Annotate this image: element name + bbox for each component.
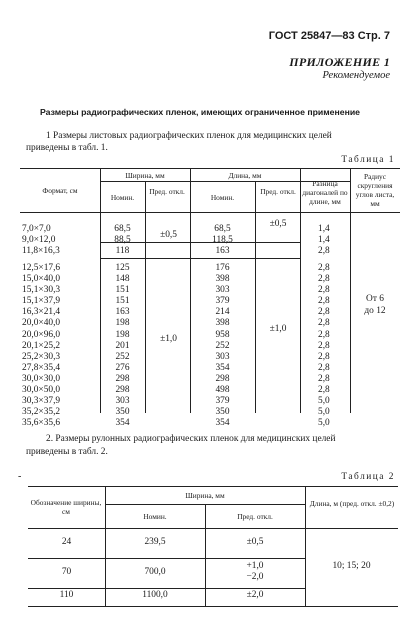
table-1-cell: 118,5: [212, 235, 233, 246]
table-2-cell: 1100,0: [142, 590, 168, 600]
table-2-cell: 700,0: [144, 567, 166, 577]
table-1-diagonal-column: [318, 263, 330, 429]
table-1-header-length: Длина, мм: [228, 171, 262, 180]
table-2-header-rule: [28, 528, 398, 529]
table-1-cell: 118: [115, 246, 130, 256]
table-2-row-divider: [28, 588, 305, 589]
table-2-cell: +1,0: [246, 561, 264, 571]
table-1-cell: 2,8: [318, 307, 330, 318]
table-1-cell: 68,5: [114, 224, 131, 234]
table-1-cell: 30,0×30,0: [22, 373, 61, 384]
appendix-title: ПРИЛОЖЕНИЕ 1: [289, 55, 390, 69]
table-1-cell: 354: [215, 362, 230, 373]
table-1-cell: 303: [115, 396, 130, 407]
table-1-cell: 15,1×30,3: [22, 285, 61, 296]
paragraph-2-line-1: 2. Размеры рулонных радиографических пленок для медицинских целей: [46, 434, 336, 444]
table-1-cell: 398: [215, 318, 230, 329]
table-1-cell: 298: [115, 373, 130, 384]
table-1-cell: 350: [215, 407, 230, 418]
appendix-subtitle: Рекомендуемое: [322, 70, 390, 81]
table-1-cell: 11,8×16,3: [22, 246, 60, 256]
paragraph-1-line-2: приведены в табл. 1.: [26, 143, 108, 153]
table-1-header-rule: [20, 212, 400, 213]
table-1-format-column: [22, 263, 60, 429]
table-1-cell: 12,5×17,6: [22, 263, 61, 273]
table-1-cell: 298: [115, 385, 130, 396]
table-1-cell: 2,8: [318, 340, 330, 351]
table-1-width-nominal-column: [100, 224, 145, 246]
table-1-row-divider: [100, 258, 300, 259]
table-1-cell: 125: [115, 263, 130, 273]
table-1-cell: 379: [215, 396, 230, 407]
table-1-cell: 1,4: [318, 224, 330, 234]
table-1-width-nominal-column: [100, 263, 145, 429]
table-1-cell: 68,5: [214, 224, 231, 234]
table-1-cell: 1,4: [318, 235, 330, 246]
table-1-cell: 2,8: [318, 329, 330, 340]
table-1-cell: 5,0: [318, 407, 330, 418]
table-1-cell: 20,0×96,0: [22, 329, 61, 340]
table-1-cell: 252: [115, 351, 130, 362]
table-1-cell: 398: [215, 274, 230, 285]
table-1-width-tolerance-large: ±1,0: [160, 334, 177, 344]
table-2-length-value: 10; 15; 20: [332, 561, 371, 571]
table-1-cell: 9,0×12,0: [22, 235, 56, 246]
table-2-header-length: Длина, м (пред. откл. ±0,2): [309, 499, 395, 508]
table-1-col-line: [255, 181, 256, 413]
table-1-cell: 15,0×40,0: [22, 274, 61, 285]
table-1-cell: 27,8×35,4: [22, 362, 61, 373]
table-1-cell: 2,8: [318, 351, 330, 362]
table-1-cell: 201: [115, 340, 130, 351]
table-1-cell: 958: [215, 329, 230, 340]
table-1-cell: 25,2×30,3: [22, 351, 61, 362]
table-1-cell: 252: [215, 340, 230, 351]
table-1-cell: 151: [115, 285, 130, 296]
table-2-cell: 70: [61, 567, 72, 577]
table-1-cell: 498: [215, 385, 230, 396]
table-2-header-width-designation: Обозначение ширины, см: [30, 498, 102, 516]
table-1-col-line: [145, 181, 146, 413]
table-1-header-format: Формат, см: [42, 186, 78, 195]
table-1-width-tolerance-small: ±0,5: [160, 230, 177, 240]
table-1-cell: 2,8: [318, 385, 330, 396]
table-1-header-length-nominal: Номин.: [210, 193, 235, 202]
table-2-bottom-rule: [28, 606, 398, 607]
table-1-cell: 30,0×50,0: [22, 385, 61, 396]
table-1-header-width-nominal: Номин.: [110, 193, 135, 202]
table-2-cell: 24: [61, 537, 72, 547]
table-1-length-tolerance-large: ±1,0: [269, 324, 287, 334]
table-1-label: Таблица 1: [341, 155, 395, 165]
table-1-cell: 198: [115, 318, 130, 329]
table-1-cell: 2,8: [318, 373, 330, 384]
table-1-cell: 303: [215, 351, 230, 362]
table-1-header-width: Ширина, мм: [125, 171, 165, 180]
table-1-cell: 176: [215, 263, 230, 273]
table-1-cell: 276: [115, 362, 130, 373]
table-1-corner-radius-value: до 12: [364, 306, 386, 316]
table-2-cell: ±0,5: [246, 537, 264, 547]
table-2-cell: 239,5: [144, 537, 166, 547]
table-1-cell: 163: [215, 246, 230, 256]
table-1-cell: 20,1×25,2: [22, 340, 61, 351]
table-1-top-rule: [20, 168, 400, 169]
table-1-corner-radius-value: От 6: [366, 294, 384, 304]
table-1-cell: 30,3×37,9: [22, 396, 61, 407]
table-1-cell: 163: [115, 307, 130, 318]
paragraph-2-line-2: приведены в табл. 2.: [26, 447, 108, 457]
table-1-cell: 2,8: [318, 362, 330, 373]
table-2-header-width: Ширина, мм: [185, 491, 225, 500]
table-1-cell: 7,0×7,0: [22, 224, 51, 234]
table-1-header-corner-radius: Радиус скругления углов листа, мм: [355, 172, 395, 208]
table-1-length-tolerance-small: ±0,5: [269, 219, 287, 229]
table-2-cell: 110: [59, 590, 74, 600]
table-1-cell: 2,8: [318, 296, 330, 307]
table-1-cell: 350: [115, 407, 130, 418]
table-1-header-length-tolerance: Пред. откл.: [260, 187, 296, 196]
table-1-cell: 5,0: [318, 396, 330, 407]
table-2-label: Таблица 2: [341, 472, 395, 482]
table-1-header-width-tolerance: Пред. откл.: [149, 187, 185, 196]
table-1-cell: 354: [215, 418, 230, 429]
table-1-cell: 151: [115, 296, 130, 307]
table-2-row-divider: [28, 558, 305, 559]
table-1-cell: 20,0×40,0: [22, 318, 61, 329]
table-1-length-nominal-column: [190, 224, 255, 246]
table-1-cell: 88,5: [114, 235, 131, 246]
table-1-cell: 2,8: [318, 318, 330, 329]
table-1-format-column: [22, 224, 55, 246]
table-2-col-line: [305, 486, 306, 606]
table-1-cell: 198: [115, 329, 130, 340]
page-header: ГОСТ 25847—83 Стр. 7: [268, 30, 390, 42]
table-1-length-nominal-column: [190, 263, 255, 429]
table-1-cell: 379: [215, 296, 230, 307]
table-1-cell: 15,1×37,9: [22, 296, 61, 307]
table-1-cell: 148: [115, 274, 130, 285]
margin-mark: -: [18, 471, 22, 482]
table-1-cell: 2,8: [318, 263, 330, 273]
paragraph-1-line-1: 1 Размеры листовых радиографических пленок для медицинских целей: [46, 131, 332, 141]
table-1-cell: 5,0: [318, 418, 330, 429]
table-1-cell: 354: [115, 418, 130, 429]
table-1-cell: 2,8: [318, 285, 330, 296]
table-2-top-rule: [28, 486, 398, 487]
table-1-cell: 35,6×35,6: [22, 418, 61, 429]
section-title: Размеры радиографических пленок, имеющих ограниченное применение: [40, 107, 361, 117]
table-1-diagonal-column: [318, 224, 330, 246]
table-1-cell: 35,2×35,2: [22, 407, 61, 418]
table-1-cell: 214: [215, 307, 230, 318]
table-2-header-nominal: Номин.: [143, 512, 167, 521]
table-1-cell: 2,8: [318, 274, 330, 285]
table-1-header-diagonal-difference: Разница диагоналей по длине, мм: [302, 179, 348, 206]
table-2-header-tolerance: Пред. откл.: [237, 512, 273, 521]
table-1-cell: 16,3×21,4: [22, 307, 61, 318]
table-2-cell: −2,0: [246, 572, 264, 582]
table-1-cell: 303: [215, 285, 230, 296]
table-2-cell: ±2,0: [246, 590, 264, 600]
table-1-cell: 2,8: [318, 246, 330, 256]
table-1-cell: 298: [215, 373, 230, 384]
